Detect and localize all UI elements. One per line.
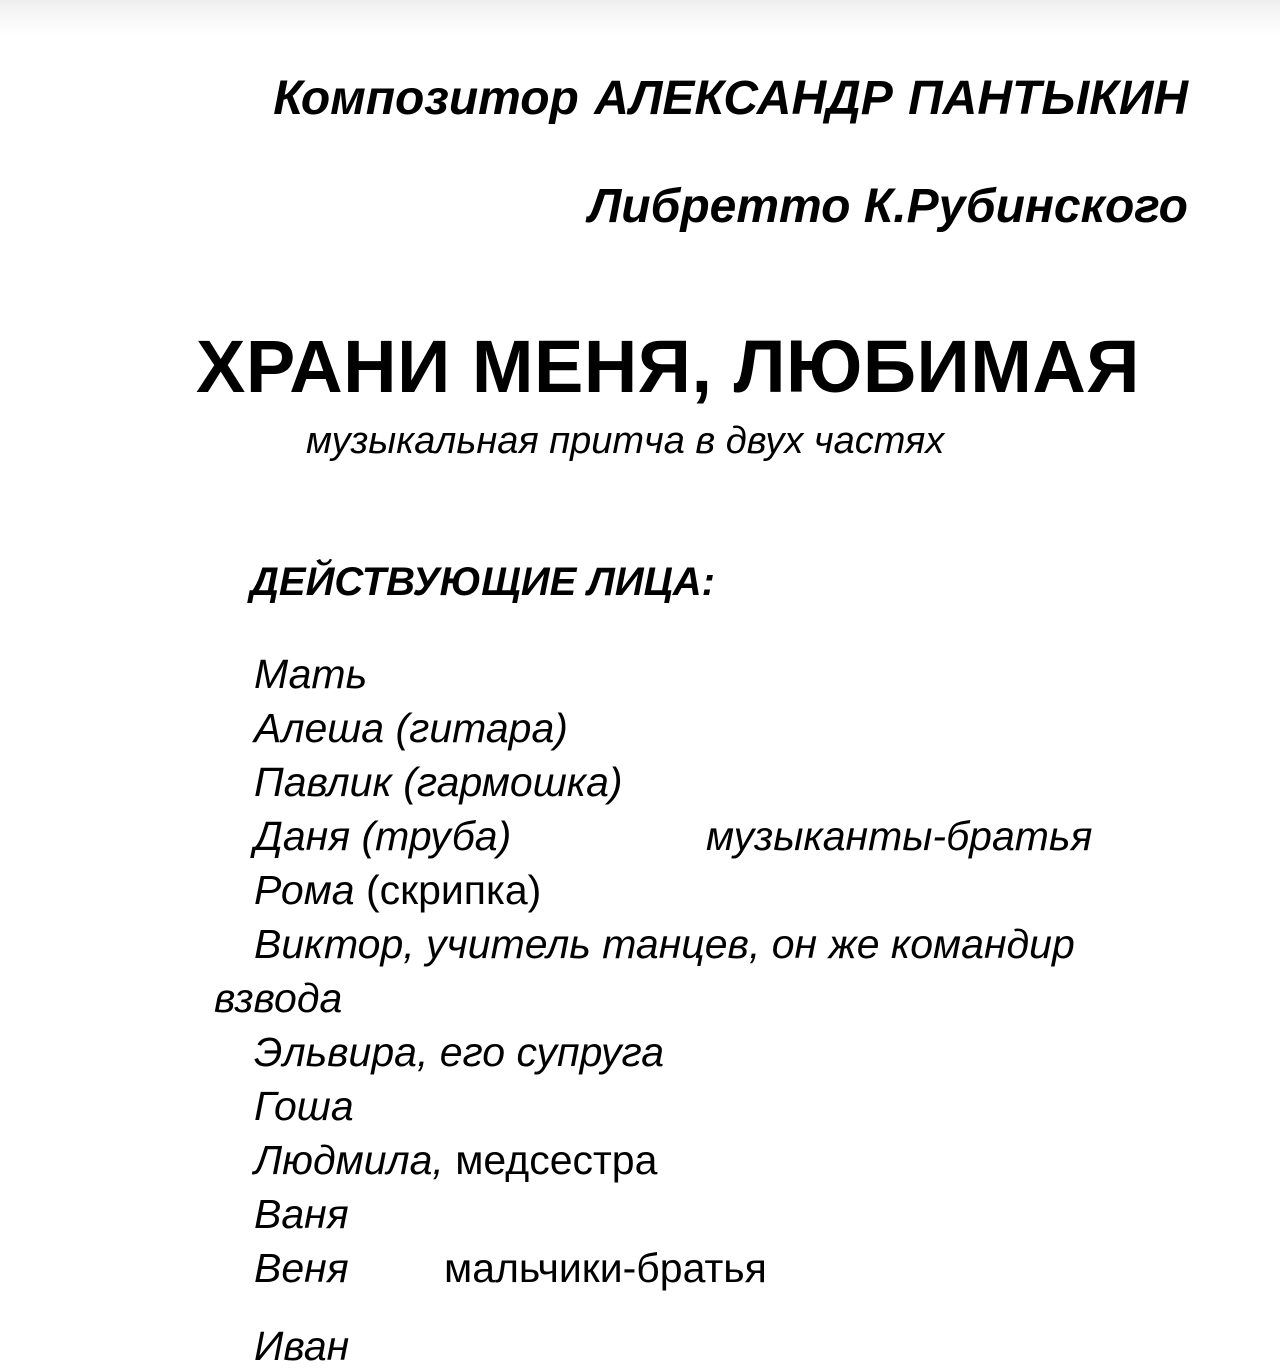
role-elvira: Эльвира, его супруга bbox=[254, 1029, 665, 1075]
role-roma-name: Рома bbox=[254, 867, 355, 913]
play-subtitle: музыкальная притча в двух частях bbox=[306, 420, 945, 462]
role-danya: Даня (труба) bbox=[254, 813, 512, 859]
role-lyudmila bbox=[254, 1137, 658, 1183]
role-viktor-continuation: взвода bbox=[214, 975, 343, 1021]
cast-heading: ДЕЙСТВУЮЩИЕ ЛИЦА: bbox=[250, 560, 715, 604]
librettist-credit: Либретто К.Рубинского bbox=[588, 180, 1188, 233]
role-ivan: Иван bbox=[254, 1323, 350, 1369]
role-mother: Мать bbox=[254, 651, 368, 697]
role-lyudmila-name: Людмила, bbox=[254, 1137, 444, 1183]
role-venya: Веня bbox=[254, 1245, 349, 1291]
role-pavlik: Павлик (гармошка) bbox=[254, 759, 623, 805]
role-vanya: Ваня bbox=[254, 1191, 349, 1237]
play-title: ХРАНИ МЕНЯ, ЛЮБИМАЯ bbox=[196, 325, 1140, 408]
role-gosha: Гоша bbox=[254, 1083, 354, 1129]
role-viktor: Виктор, учитель танцев, он же командир bbox=[254, 921, 1075, 967]
boys-group-note: мальчики-братья bbox=[444, 1245, 767, 1291]
role-roma-instrument: (скрипка) bbox=[354, 867, 542, 913]
role-alyosha: Алеша (гитара) bbox=[254, 705, 568, 751]
musicians-group-note: музыканты-братья bbox=[706, 813, 1093, 859]
composer-credit: Композитор АЛЕКСАНДР ПАНТЫКИН bbox=[273, 72, 1188, 125]
role-lyudmila-occupation: медсестра bbox=[443, 1137, 658, 1183]
role-roma bbox=[254, 867, 542, 913]
top-shadow bbox=[0, 0, 1280, 36]
